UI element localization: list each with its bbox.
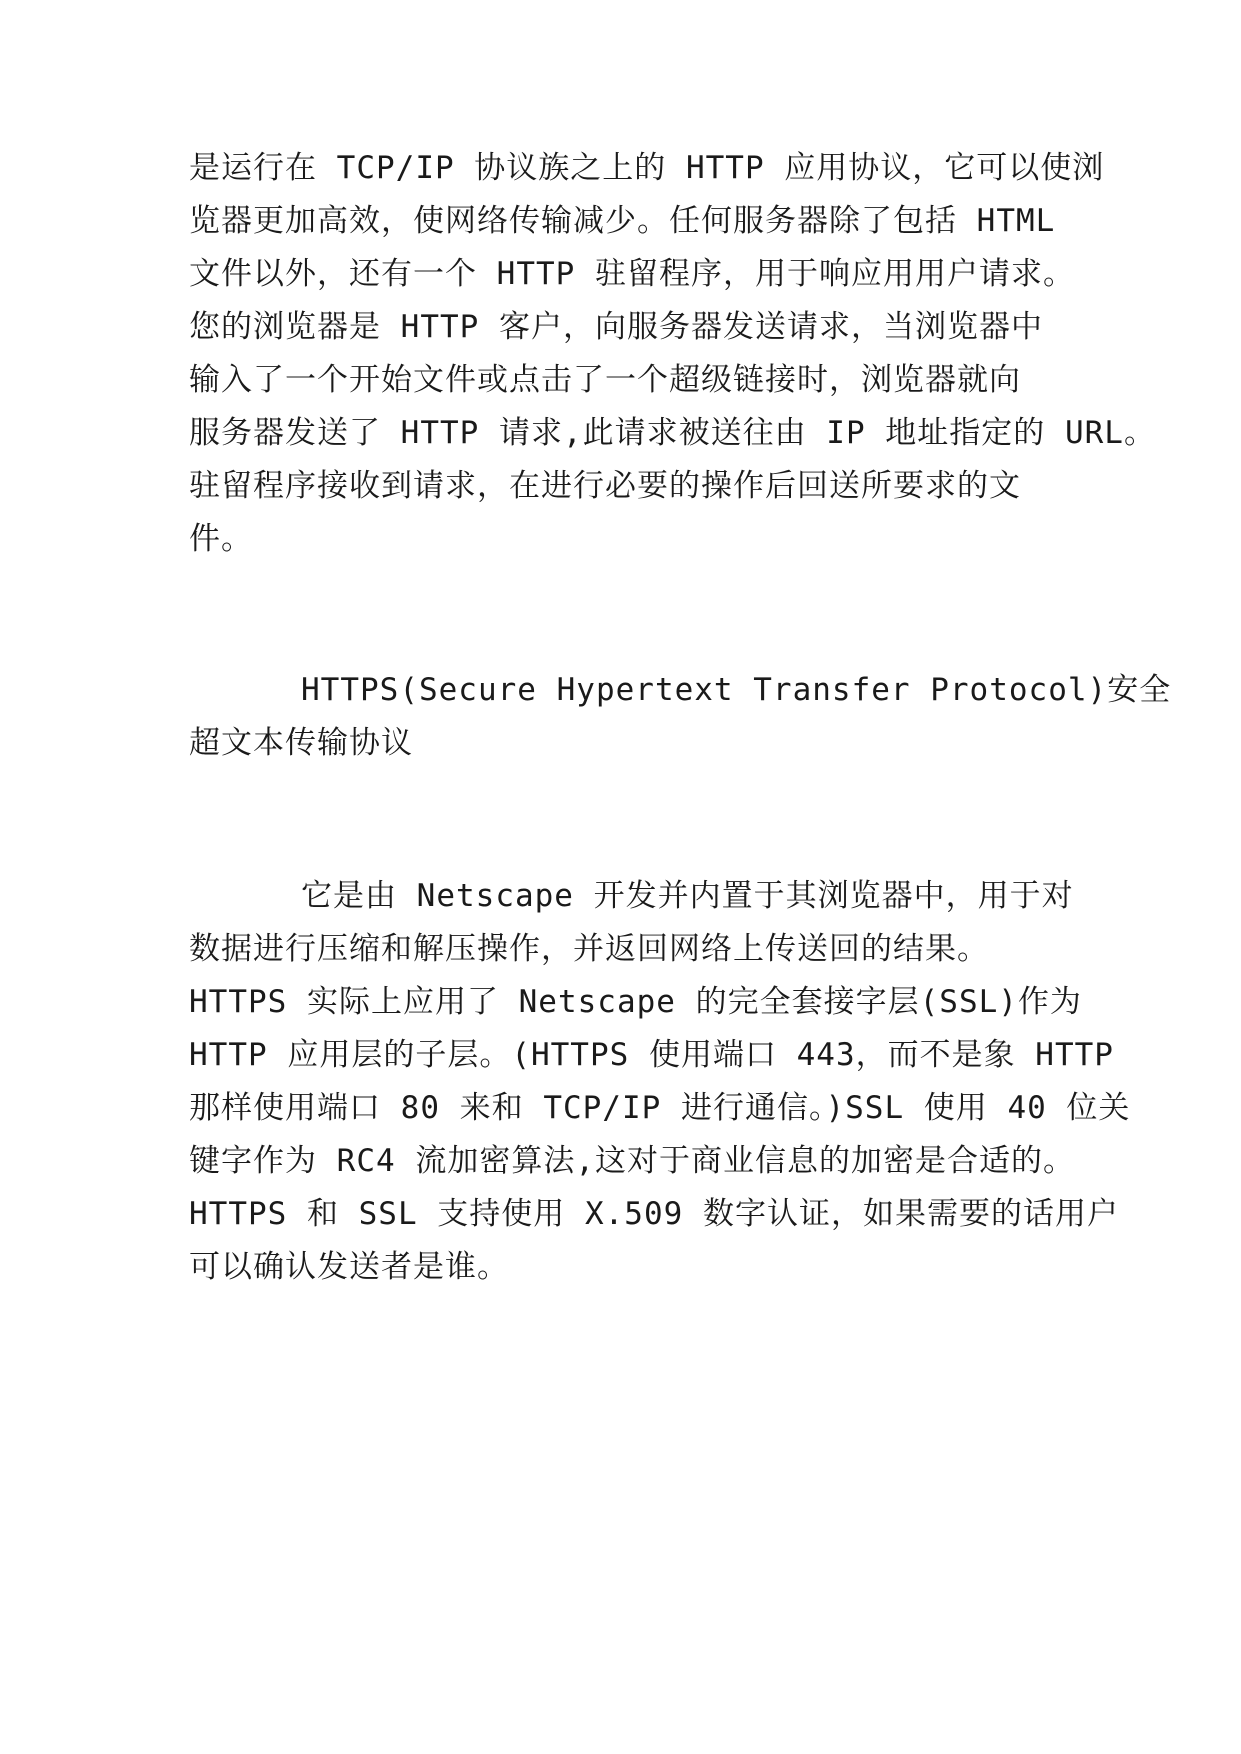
text-line: 可以确认发送者是谁。 xyxy=(189,1249,509,1285)
text-line: 数据进行压缩和解压操作，并返回网络上传送回的结果。 xyxy=(189,931,989,967)
text-line: 件。 xyxy=(189,521,253,557)
text-line: 那样使用端口 80 来和 TCP/IP 进行通信。)SSL 使用 40 位关 xyxy=(189,1090,1131,1126)
text-line: HTTPS 实际上应用了 Netscape 的完全套接字层(SSL)作为 xyxy=(189,984,1082,1020)
text-line: 文件以外，还有一个 HTTP 驻留程序，用于响应用用户请求。 xyxy=(189,256,1075,292)
text-line: 服务器发送了 HTTP 请求,此请求被送往由 IP 地址指定的 URL。 xyxy=(189,415,1156,451)
text-line: 键字作为 RC4 流加密算法,这对于商业信息的加密是合适的。 xyxy=(189,1143,1075,1179)
text-line: 驻留程序接收到请求，在进行必要的操作后回送所要求的文 xyxy=(189,468,1021,504)
text-line: HTTPS 和 SSL 支持使用 X.509 数字认证，如果需要的话用户 xyxy=(189,1196,1119,1232)
heading-line: 超文本传输协议 xyxy=(189,725,413,761)
text-line: 览器更加高效，使网络传输减少。任何服务器除了包括 HTML xyxy=(189,203,1056,239)
heading-line: HTTPS(Secure Hypertext Transfer Protocol)安全 xyxy=(301,672,1172,708)
text-line: 输入了一个开始文件或点击了一个超级链接时，浏览器就向 xyxy=(189,362,1021,398)
text-line: HTTP 应用层的子层。(HTTPS 使用端口 443，而不是象 HTTP xyxy=(189,1037,1114,1073)
text-line: 您的浏览器是 HTTP 客户，向服务器发送请求，当浏览器中 xyxy=(189,309,1043,345)
text-line: 它是由 Netscape 开发并内置于其浏览器中，用于对 xyxy=(301,878,1074,914)
text-line: 是运行在 TCP/IP 协议族之上的 HTTP 应用协议，它可以使浏 xyxy=(189,150,1105,186)
